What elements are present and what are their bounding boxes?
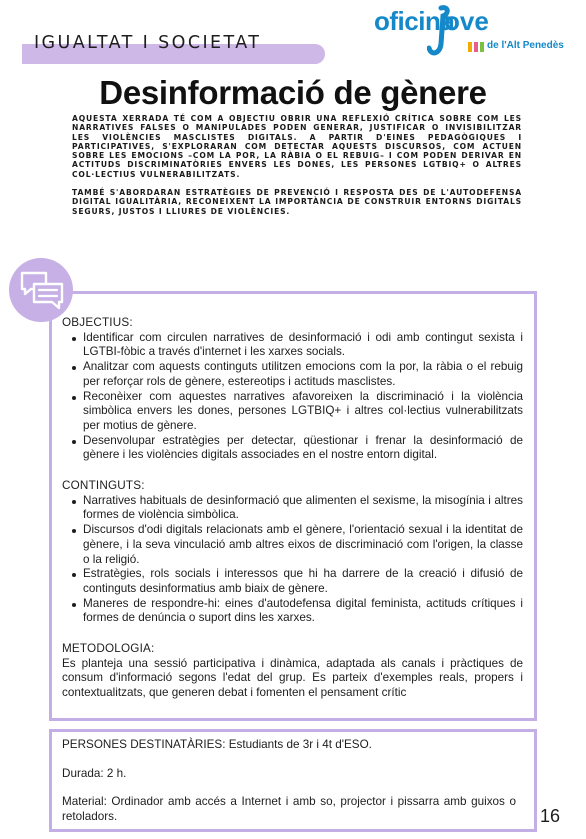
intro-paragraph-1: AQUESTA XERRADA TÉ COM A OBJECTIU OBRIR UNA REFLEXIÓ CRÍTICA SOBRE COM LES NARRATIVES FALSES O MANIPULADES PODEN GENERAR, JUSTIFICAR O INVISIBILITZAR LES VIOLÈNCIES MASCLISTES DIGITALS. A PARTIR D'EINES PEDAGÒGIQUES I PARTICIPATIVES, S'EXPLORARAN COM DETECTAR AQUESTS DISCURSOS, COM ACTUEN SOBRE LES EMOCIONS –COM LA POR, LA RÀBIA O EL REBUIG– I COM PODEN DERIVAR EN ACTITUDS DISCRIMINATÒRIES ENVERS LES DONES, LES PERSONES LGTBIQ+ O ALTRES COL·LECTIUS VULNERABILITZATS.: [72, 114, 522, 179]
page-number: 16: [540, 806, 561, 826]
list-item: Reconèixer com aquestes narratives afavoreixen la discriminació i la violència simbòlica envers les dones, persones LGTBIQ+ i altres col·lectius vulnerabilitzats per motius de gènere.: [72, 390, 523, 434]
chat-bubble-badge: [9, 258, 73, 322]
continguts-list: [62, 494, 523, 626]
destinataries-label: PERSONES DESTINATÀRIES:: [62, 738, 226, 751]
logo-subtitle: de l'Alt Penedès: [487, 40, 564, 51]
list-item: Discursos d'odi digitals relacionats amb el gènere, l'orientació sexual i la identitat de gènere, i la seva vinculació amb altres eixos de discriminació com l'origen, la classe o la religió.: [72, 523, 523, 567]
material-value: Ordinador amb accés a Internet i amb so, projector i pissarra amb guixos o retoladors.: [62, 795, 516, 824]
oficina-jove-logo: [371, 4, 583, 62]
logo-word-ove: ove: [444, 6, 489, 36]
chat-bubbles-icon: [19, 270, 65, 312]
destinataries-value: Estudiants de 3r i 4t d'ESO.: [225, 738, 372, 751]
durada-value: 2 h.: [103, 766, 127, 780]
audience-content: [62, 738, 516, 825]
list-item: Identificar com circulen narratives de desinformació i odi amb contingut sexista i LGTBI-fòbic a través d'internet i les xarxes socials.: [72, 331, 523, 360]
list-item: Analitzar com aquests continguts utilitzen emocions com la por, la ràbia o el rebuig per reforçar rols de gènere, estereotips i actituds masclistes.: [72, 360, 523, 389]
page-title: Desinformació de gènere: [99, 74, 487, 111]
continguts-heading: CONTINGUTS:: [62, 479, 145, 493]
list-item: Narratives habituals de desinformació que alimenten el sexisme, la misogínia i altres formes de violència simbòlica.: [72, 494, 523, 523]
metodologia-heading: METODOLOGIA:: [62, 642, 155, 656]
durada-row: [62, 767, 516, 782]
objectius-list: [62, 331, 523, 463]
list-item: Desenvolupar estratègies per detectar, qüestionar i frenar la desinformació de gènere i les violències digitals associades en el nostre entorn digital.: [72, 434, 523, 463]
logo-word-oficina: oficina: [374, 6, 455, 36]
details-content: [62, 316, 523, 701]
destinataries-row: [62, 738, 516, 753]
list-item: Estratègies, rols socials i interessos que hi ha darrere de la creació i difusió de continguts desinformatius amb biaix de gènere.: [72, 567, 523, 596]
metodologia-text: Es planteja una sessió participativa i dinàmica, adaptada als canals i pràctiques de consum d'informació segons l'edat del grup. Es parteix d'exemples reals, propers i contextualitzats, que generen debat i fomenten el pensament crític: [62, 656, 523, 700]
logo-color-bars: [468, 42, 484, 52]
intro-paragraph-2: TAMBÉ S'ABORDARAN ESTRATÈGIES DE PREVENCIÓ I RESPOSTA DES DE L'AUTODEFENSA DIGITAL IGUALITÀRIA, RECONEIXENT LA IMPORTÀNCIA DE CONSTRUIR ENTORNS DIGITALS SEGURS, JUSTOS I LLIURES DE VIOLÈNCIES.: [72, 188, 522, 216]
durada-label: Durada:: [62, 766, 104, 780]
material-row: [62, 795, 516, 824]
section-tag: IGUALTAT I SOCIETAT: [34, 33, 262, 53]
material-label: Material:: [62, 795, 107, 809]
intro-text: [72, 114, 522, 216]
list-item: Maneres de respondre-hi: eines d'autodefensa digital feminista, actituds crítiques i formes de denúncia o suport dins les xarxes.: [72, 597, 523, 626]
objectius-heading: OBJECTIUS:: [62, 316, 133, 329]
